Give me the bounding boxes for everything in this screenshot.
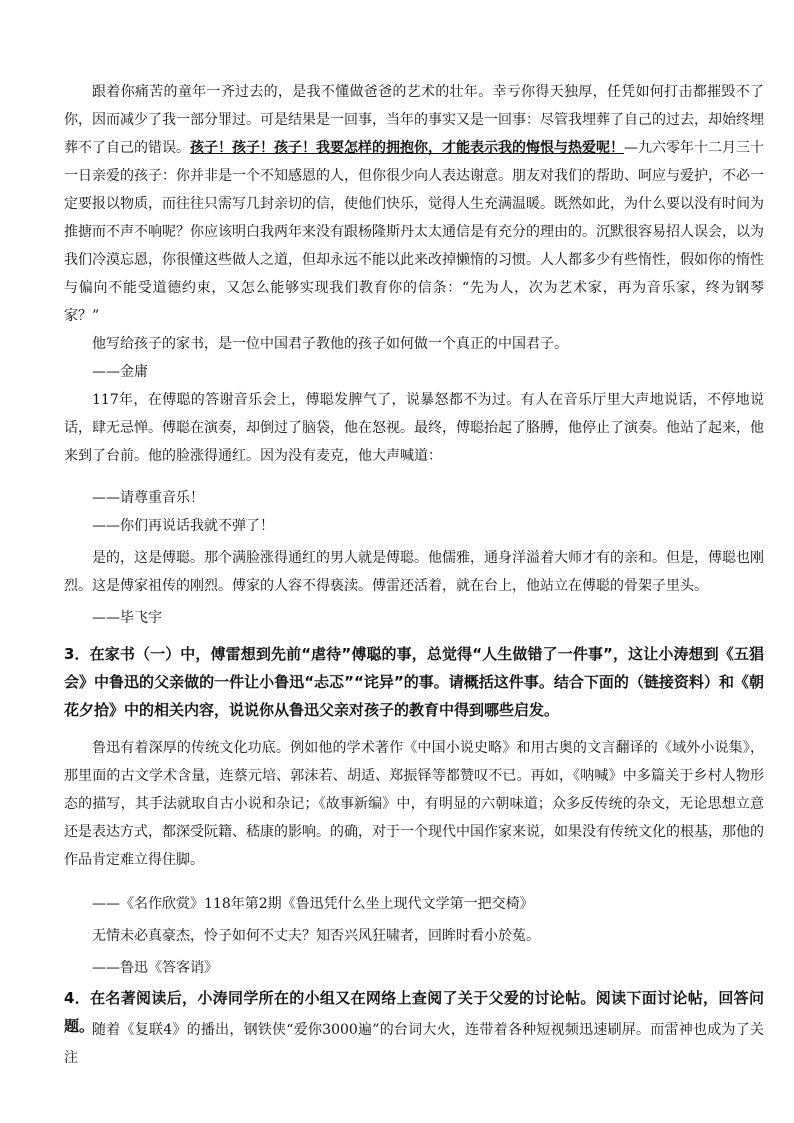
question3-material-source: ——《名作欣赏》118年第2期《鲁迅凭什么坐上现代文学第一把交椅》 (92, 896, 534, 912)
question3-poem: 无情未必真豪杰，怜子如何不丈夫？知否兴风狂啸者，回眸时看小於菟。 (92, 928, 540, 944)
passage1-signature: ——金庸 (92, 364, 148, 380)
underlined-exclamation: 孩子！孩子！孩子！我要怎样的拥抱你，才能表示我的悔恨与热爱呢！ (190, 140, 624, 156)
passage1-paragraph1-text: 跟着你痛苦的童年一齐过去的，是我不懂做爸爸的艺术的壮年。幸亏你得天独厚，任凭如何打击都摧毁不了你，因而减少了我一部分罪过。可是结果是一回事，当年的事实又是一回事：尽管我埋葬了自己的过去，却始终埋葬不了自己的错误。 (64, 84, 764, 156)
passage2-paragraph1: 117年，在傅聪的答谢音乐会上，傅聪发脾气了，说暴怒都不为过。有人在音乐厅里大声地说话，不停地说话，肆无忌惮。傅聪在演奏，却倒过了脑袋，他在怒视。最终，傅聪抬起了胳膊，他停止了演奏。他站了起来，他来到了台前。他的脸涨得通红。因为没有麦克，他大声喊道： (64, 392, 764, 464)
passage2-shout2: ——你们再说话我就不弹了！ (92, 518, 274, 534)
question4-paragraph1: 随着《复联4》的播出，钢铁侠“爱你3000遍”的台词大火，连带着各种短视频迅速刷屏。而雷神也成为了关注 (64, 1022, 764, 1066)
letter-date: —九六零年十二月三十一日 (64, 140, 764, 184)
passage2-signature: ——毕飞宇 (92, 610, 162, 626)
passage1-paragraph3: 他写给孩子的家书，是一位中国君子教他的孩子如何做一个真正的中国君子。 (92, 336, 568, 352)
passage2-paragraph2: 是的，这是傅聪。那个满脸涨得通红的男人就是傅聪。他儒雅，通身洋溢着大师才有的亲和。但是，傅聪也刚烈。这是傅家祖传的刚烈。傅家的人容不得亵渎。傅雷还活着，就在台上，他站立在傅聪的骨架子里头。 (64, 550, 764, 594)
question3-text: 3．在家书（一）中，傅雷想到先前“虐待”傅聪的事，总觉得“人生做错了一件事”，这让小涛想到《五猖会》中鲁迅的父亲做的一件让小鲁迅“忐忑”“诧异”的事。请概括这件事。结合下面的（链接资料）和《朝花夕拾》中的相关内容，说说你从鲁迅父亲对孩子的教育中得到哪些启发。 (64, 645, 764, 719)
passage1-paragraph2: 亲爱的孩子：你并非是一个不知感恩的人，但你很少向人表达谢意。朋友对我们的帮助、呵应与爱护，不必一定要报以物质，而往往只需写几封亲切的信，使他们快乐，觉得人生充满温暖。既然如此，为什么要以没有时间为推搪而不声不响呢？你应该明白我两年来没有跟杨隆斯丹太太通信是有充分的理由的。沉默很容易招人误会，以为我们冷漠忘恩，你很懂这些做人之道，但却永远不能以此来改掉懒惰的习惯。人人都多少有些惰性，假如你的惰性与偏向不能受道德约束，又怎么能够实现我们教育你的信条：“先为人，次为艺术家，再为音乐家，终为钢琴家？” (64, 168, 764, 324)
question3-link-material: 鲁迅有着深厚的传统文化功底。例如他的学术著作《中国小说史略》和用古奥的文言翻译的《域外小说集》，那里面的古文学术含量，连蔡元培、郭沫若、胡适、郑振铎等都赞叹不已。再如，《呐喊》中多篇关于乡村人物形态的描写，其手法就取自古小说和杂记；《故事新编》中，有明显的六朝味道；众多反传统的杂文，无论思想立意还是表达方式，都深受阮籍、嵇康的影响。的确，对于一个现代中国作家来说，如果没有传统文化的根基，那他的作品肯定难立得住脚。 (64, 740, 764, 868)
passage2-shout1: ——请尊重音乐！ (92, 490, 204, 506)
question3-poem-source: ——鲁迅《答客诮》 (92, 960, 218, 976)
question4-text: 4．在名著阅读后，小涛同学所在的小组又在网络上查阅了关于父爱的讨论帖。阅读下面讨论帖，回答问题。 (64, 989, 764, 1035)
